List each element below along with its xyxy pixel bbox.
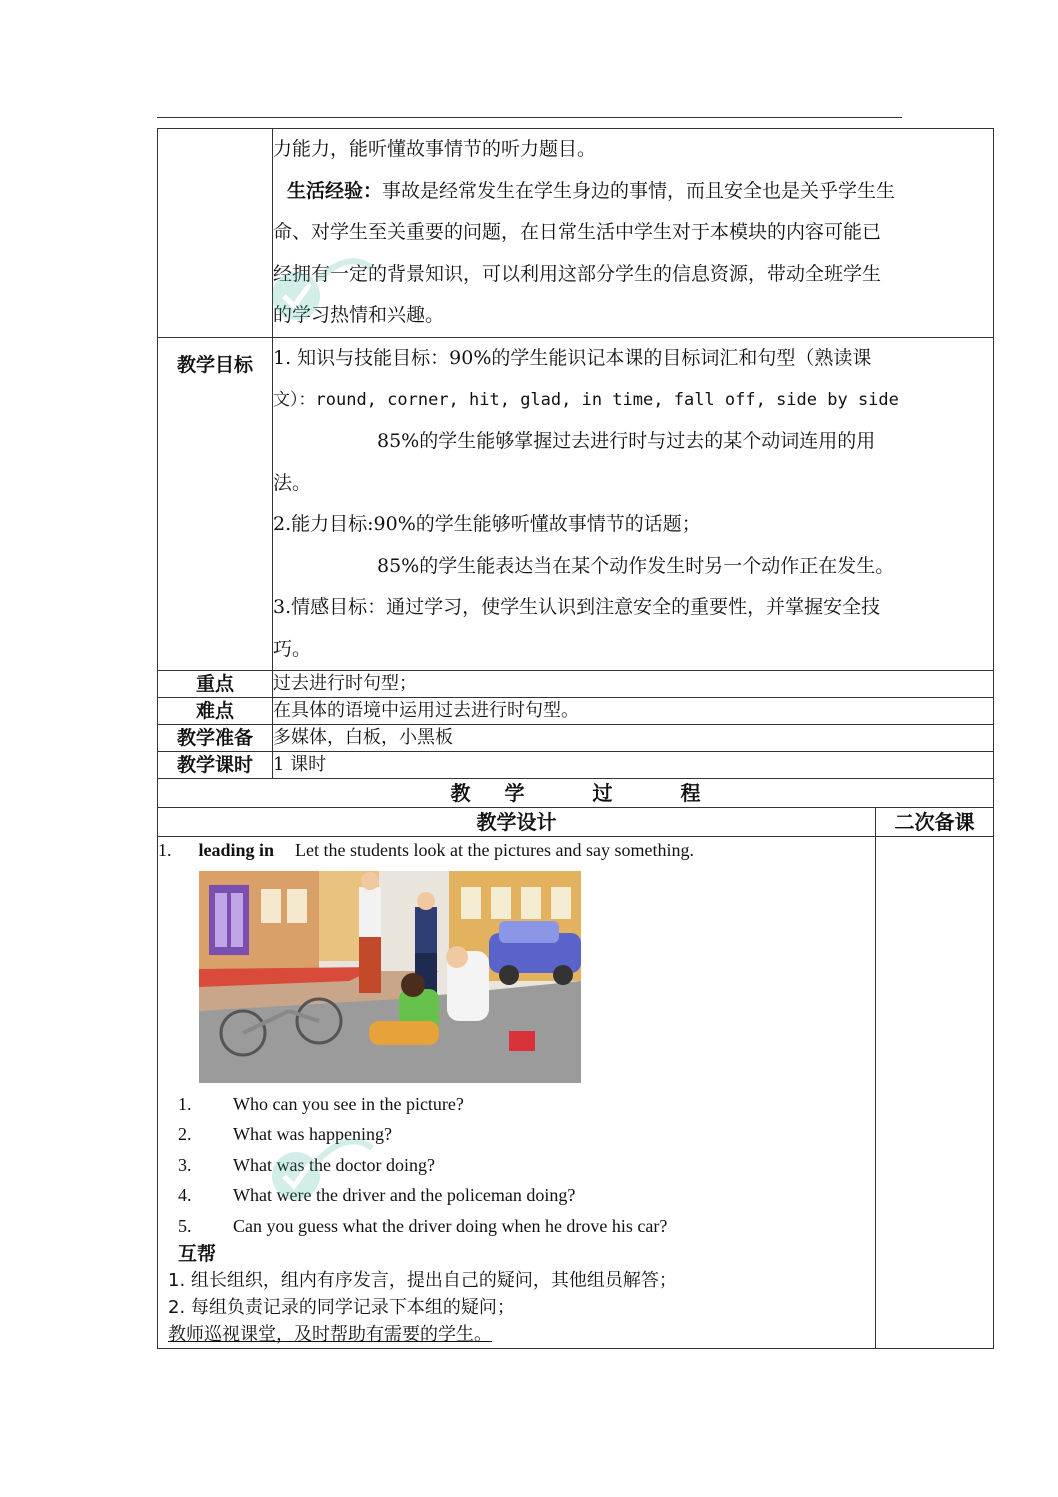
preparation-label: 教学准备 <box>158 725 273 752</box>
life-label: 生活经验： <box>287 179 383 202</box>
objective-line: 85%的学生能够掌握过去进行时与过去的某个动词连用的用 <box>377 430 876 452</box>
objectives-row <box>158 338 994 671</box>
difficulty-label: 难点 <box>158 698 273 725</box>
second-prep-cell <box>876 837 994 1349</box>
objective-line: 85%的学生能表达当在某个动作发生时另一个动作正在发生。 <box>377 554 895 577</box>
difficulty-value: 在具体的语境中运用过去进行时句型。 <box>273 698 994 725</box>
info-row <box>158 698 994 725</box>
list-item: 1. Who can you see in the picture? <box>178 1094 464 1114</box>
design-label: 教学设计 <box>158 808 876 837</box>
key-point-value: 过去进行时句型； <box>273 671 994 698</box>
analysis-line: 的学习热情和兴趣。 <box>273 304 445 326</box>
objectives-label: 教学目标 <box>158 338 273 671</box>
list-item: 3. What was the doctor doing? <box>178 1154 435 1175</box>
list-item: 2. What was happening? <box>178 1124 392 1145</box>
process-body-row <box>158 837 994 1349</box>
lesson-plan-table <box>157 128 994 1349</box>
question-list <box>158 1089 875 1241</box>
teacher-note: 教师巡视课堂，及时帮助有需要的学生。 <box>168 1324 492 1346</box>
lead-bold: leading in <box>198 840 275 860</box>
life-text: 事故是经常发生在学生身边的事情，而且安全也是关乎学生生 <box>382 179 896 202</box>
objectives-cell <box>273 338 994 671</box>
step-line: 2. 每组负责记录的同学记录下本组的疑问； <box>168 1297 515 1319</box>
objective-line: 1. 知识与技能目标：90%的学生能识记本课的目标词汇和句型（熟读课 <box>273 347 872 369</box>
objective-line: 2.能力目标:90%的学生能够听懂故事情节的话题； <box>273 513 701 535</box>
empty-label-cell <box>158 129 273 338</box>
key-point-label: 重点 <box>158 671 273 698</box>
periods-value: 1 课时 <box>273 752 994 779</box>
lead-text: Let the students look at the pictures and say something. <box>295 840 694 860</box>
info-row <box>158 725 994 752</box>
objective-line: 法。 <box>273 471 312 494</box>
analysis-line: 经拥有一定的背景知识，可以利用这部分学生的信息资源，带动全班学生 <box>273 262 882 285</box>
analysis-line: 力能力，能听懂故事情节的听力题目。 <box>273 138 597 160</box>
analysis-row <box>158 129 994 338</box>
objective-line: 3.情感目标：通过学习，使学生认识到注意安全的重要性，并掌握安全技 <box>273 596 881 618</box>
analysis-cell <box>273 129 994 338</box>
step-line: 1. 组长组织，组内有序发言，提出自己的疑问，其他组员解答； <box>168 1270 677 1292</box>
analysis-line: 命、对学生至关重要的问题，在日常生活中学生对于本模块的内容可能已 <box>273 221 882 243</box>
process-header-row <box>158 808 994 837</box>
preparation-value: 多媒体，白板，小黑板 <box>273 725 994 752</box>
process-title-row <box>158 779 994 808</box>
design-cell <box>158 837 876 1349</box>
list-item: 4. What were the driver and the policeman doing? <box>178 1185 576 1206</box>
second-prep-label: 二次备课 <box>876 808 994 837</box>
objective-line: 巧。 <box>273 637 312 660</box>
mutual-help-heading: 互帮 <box>178 1243 217 1266</box>
lead-number: 1. <box>158 840 172 860</box>
header-rule <box>157 117 902 118</box>
periods-label: 教学课时 <box>158 752 273 779</box>
list-item: 5. Can you guess what the driver doing when he drove his car? <box>178 1215 668 1236</box>
info-row <box>158 671 994 698</box>
process-title: 教 学 过 程 <box>158 779 994 808</box>
accident-scene-picture <box>199 871 581 1083</box>
objective-line: 文）：round, corner, hit, glad, in time, fall off, side by side <box>273 389 899 410</box>
info-row <box>158 752 994 779</box>
